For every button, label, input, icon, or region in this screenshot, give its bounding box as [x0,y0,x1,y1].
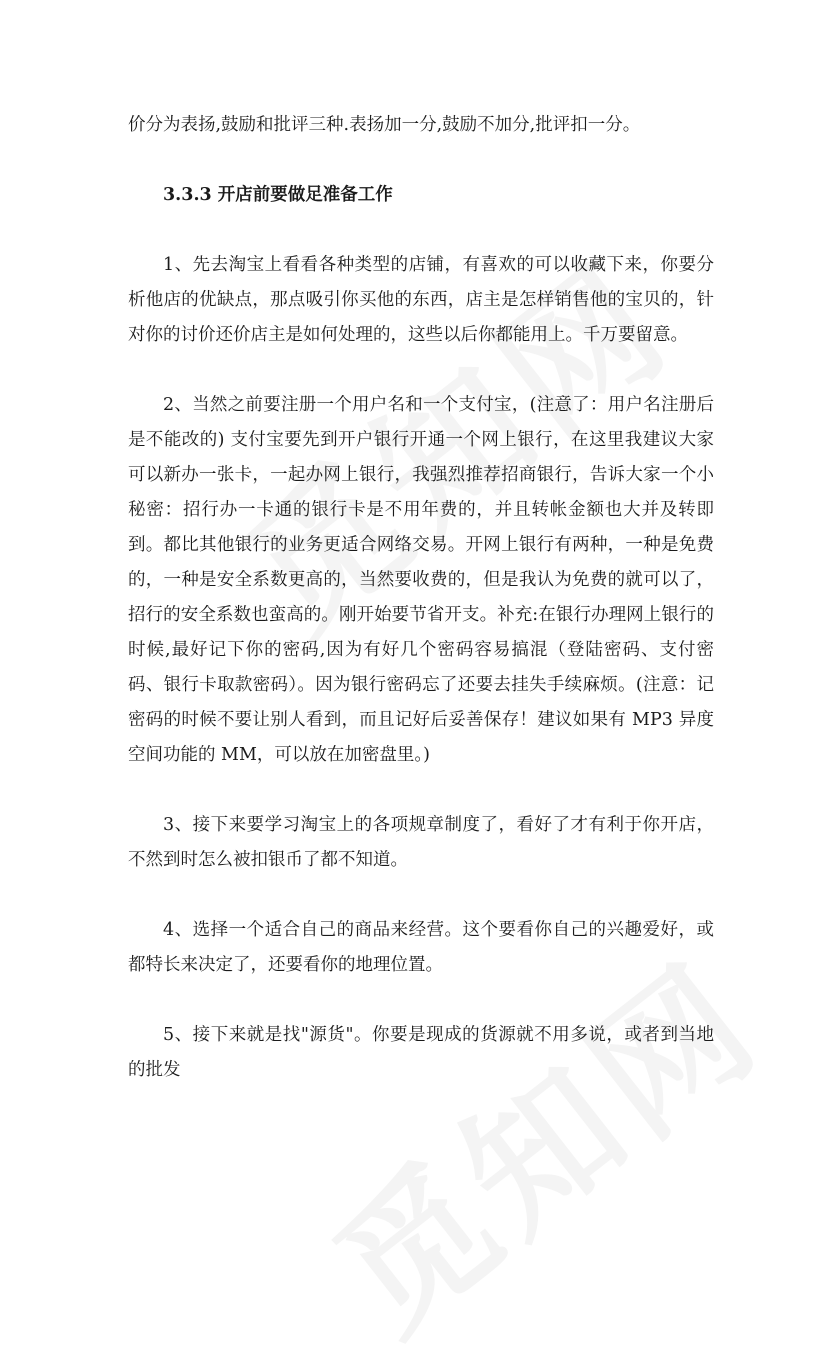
paragraph-evaluation: 价分为表扬,鼓励和批评三种.表扬加一分,鼓励不加分,批评扣一分。 [128,115,641,135]
section-heading: 3.3.3 开店前要做足准备工作 [163,185,393,205]
paragraph-step-4: 4、选择一个适合自己的商品来经营。这个要看你自己的兴趣爱好，或都特长来决定了，还要看你的地理位置。 [128,920,714,975]
paragraph-step-3: 3、接下来要学习淘宝上的各项规章制度了，看好了才有利于你开店，不然到时怎么被扣银币了都不知道。 [128,815,714,870]
document-body [128,108,714,1088]
paragraph-step-5: 5、接下来就是找"源货"。你要是现成的货源就不用多说，或者到当地的批发 [128,1025,714,1080]
paragraph-step-2: 2、当然之前要注册一个用户名和一个支付宝，(注意了：用户名注册后是不能改的) 支付宝要先到开户银行开通一个网上银行，在这里我建议大家可以新办一张卡，一起办网上银行，我强烈推荐招商银行，告诉大家一个小秘密：招行办一卡通的银行卡是不用年费的，并且转帐金额也大并及转即到。都比其他银行的业务更适合网络交易。开网上银行有两种，一种是免费的，一种是安全系数更高的，当然要收费的，但是我认为免费的就可以了，招行的安全系数也蛮高的。刚开始要节省开支。补充:在银行办理网上银行的时候,最好记下你的密码,因为有好几个密码容易搞混（登陆密码、支付密码、银行卡取款密码）。因为银行密码忘了还要去挂失手续麻烦。(注意：记密码的时候不要让别人看到，而且记好后妥善保存！建议如果有 MP3 异度空间功能的 MM，可以放在加密盘里。) [128,395,714,765]
paragraph-step-1: 1、先去淘宝上看看各种类型的店铺，有喜欢的可以收藏下来，你要分析他店的优缺点，那点吸引你买他的东西，店主是怎样销售他的宝贝的，针对你的讨价还价店主是如何处理的，这些以后你都能用上。千万要留意。 [128,255,714,345]
